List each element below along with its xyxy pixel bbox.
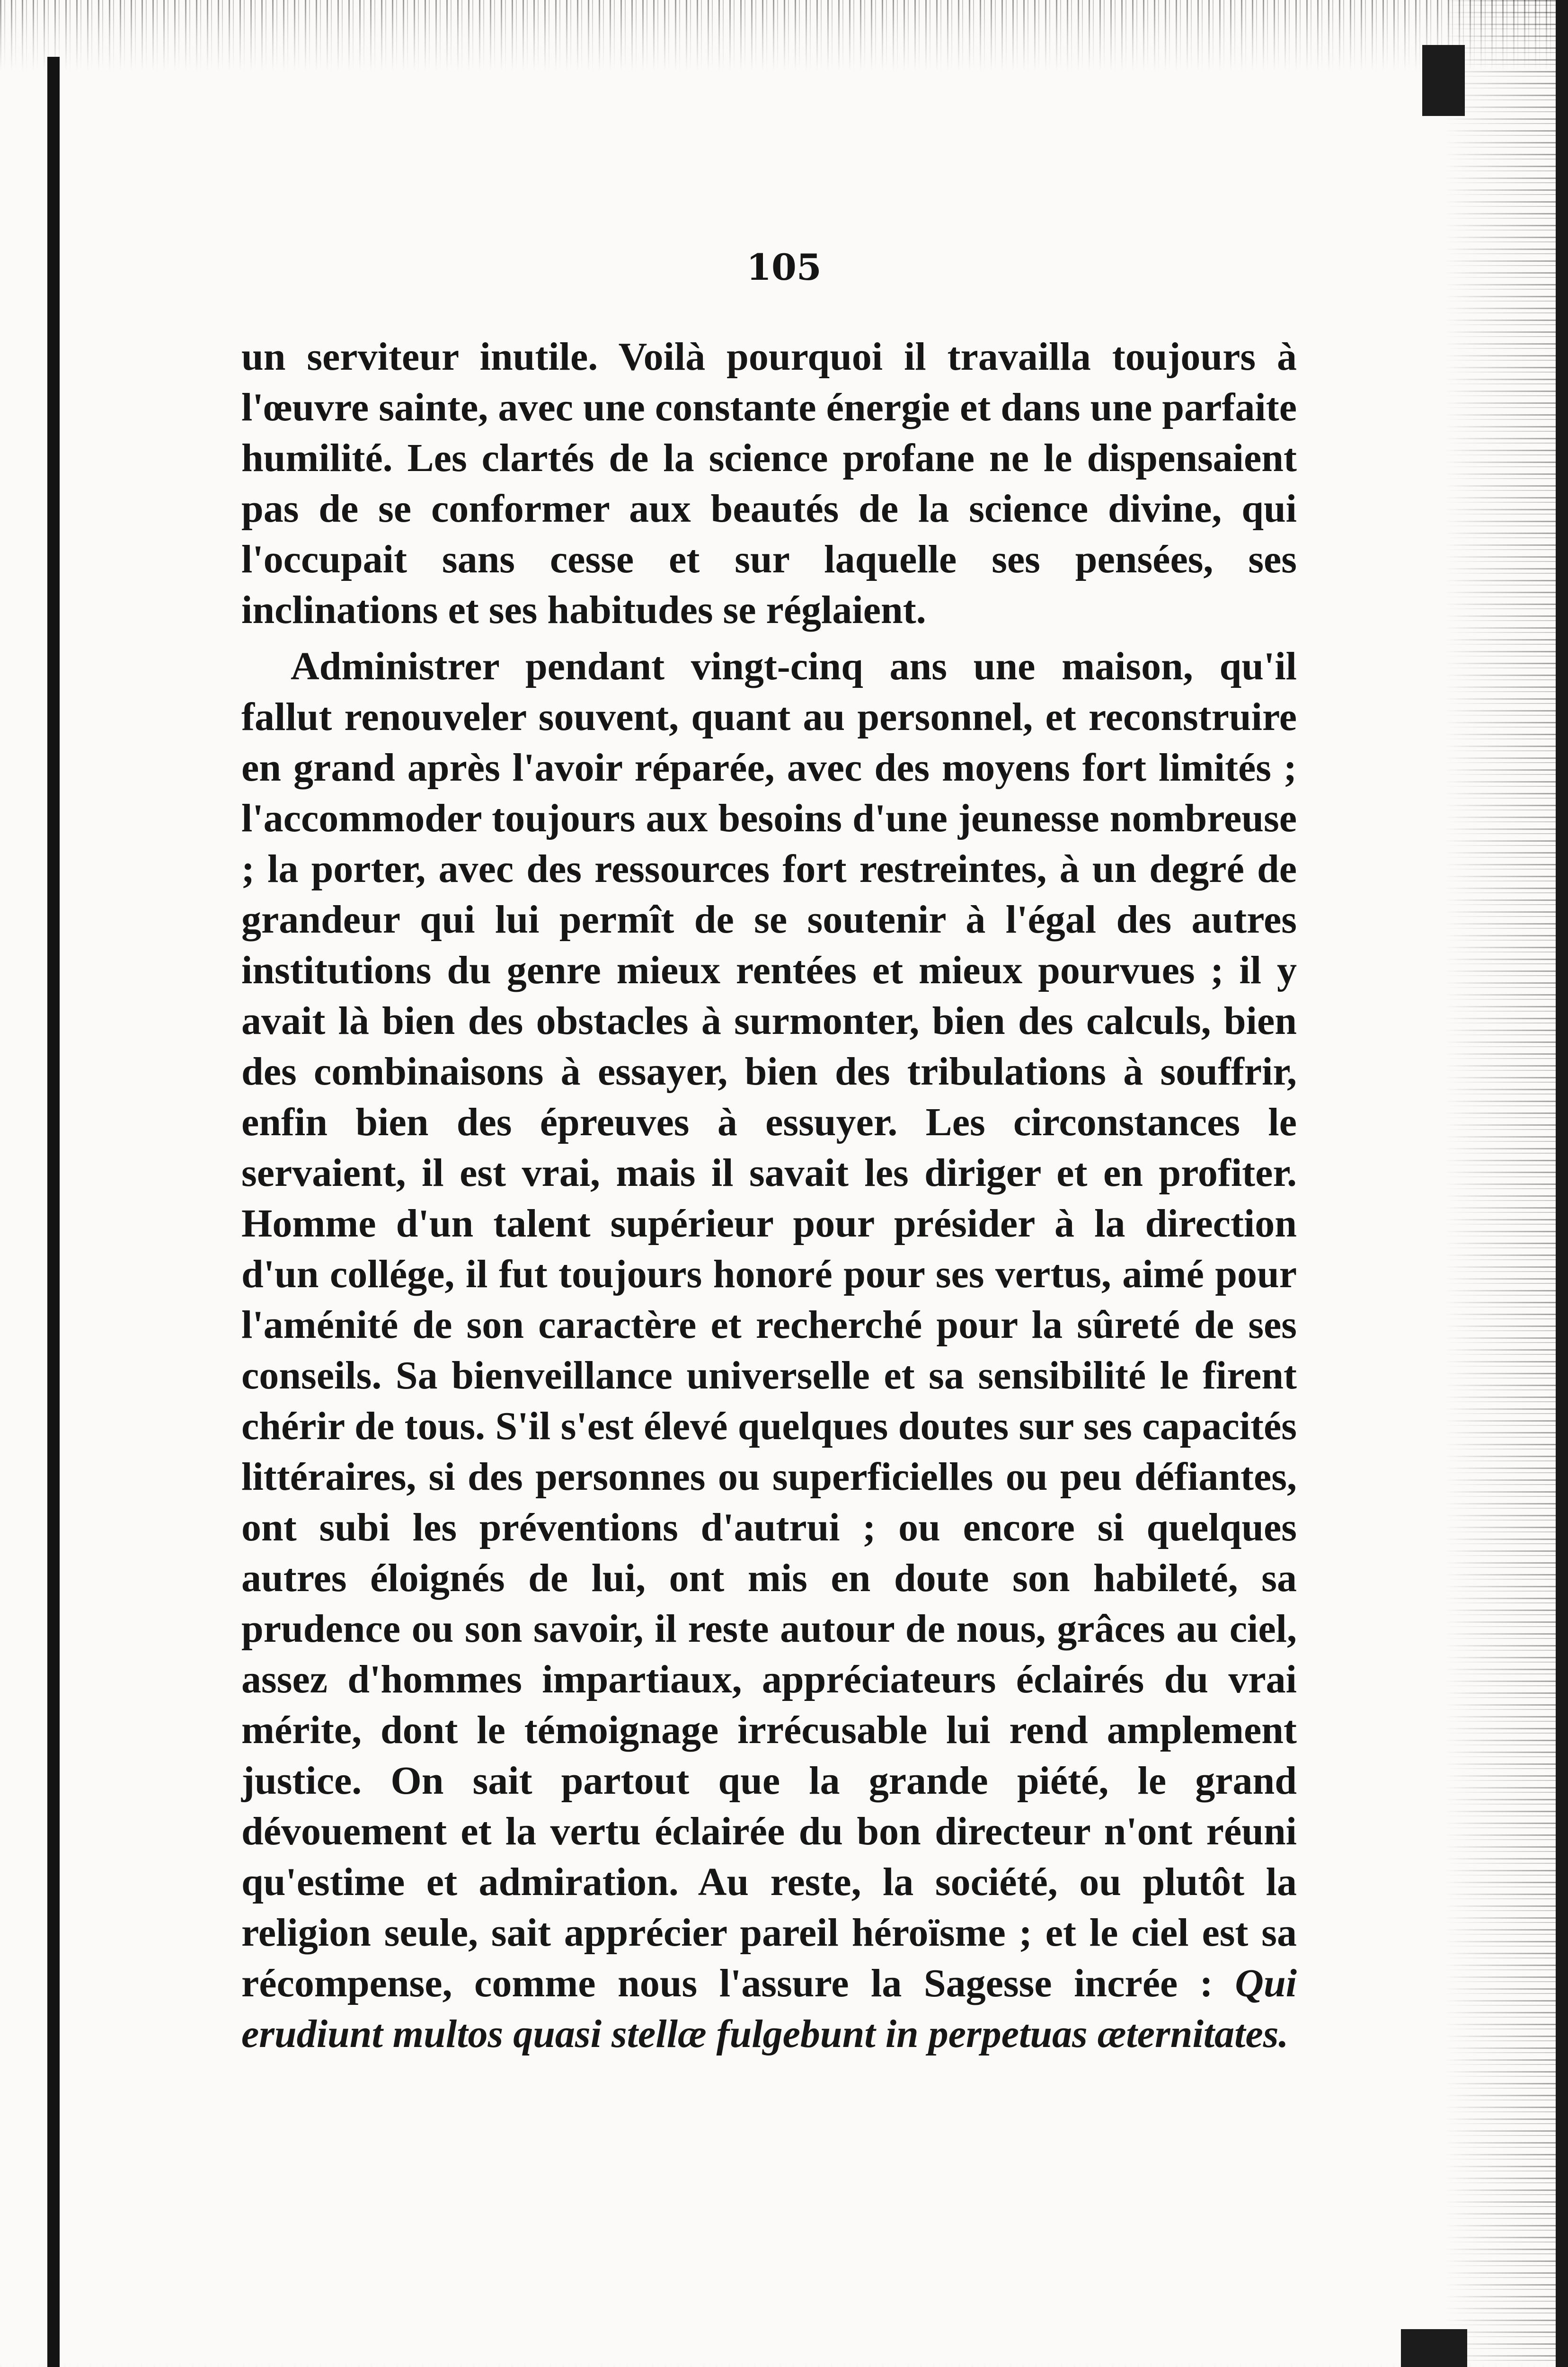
page-edge-right	[1556, 0, 1568, 2367]
body-text	[241, 331, 1297, 2059]
page-number: 105	[746, 246, 822, 288]
scan-noise-bottom	[0, 2362, 1568, 2367]
scan-noise-top	[0, 0, 1568, 71]
paragraph-2-text: Administrer pendant vingt-cinq ans une maison, qu'il fallut renouveler souvent, quant au personnel, et reconstruire en grand après l'avoir réparée, avec des moyens fort limités ; l'accommoder toujours aux besoins d'une jeunesse nombreuse ; la porter, avec des ressources fort restreintes, à un degré de grandeur qui lui permît de se soutenir à l'égal des autres institutions du genre mieux rentées et mieux pourvues ; il y avait là bien des obstacles à surmonter, bien des calculs, bien des combinaisons à essayer, bien des tribulations à souffrir, enfin bien des épreuves à essuyer. Les circonstances le servaient, il est vrai, mais il savait les diriger et en profiter. Homme d'un talent supérieur pour présider à la direction d'un collége, il fut toujours honoré pour ses vertus, aimé pour l'aménité de son caractère et recherché pour la sûreté de ses conseils. Sa bienveillance universelle et sa sensibilité le firent chérir de tous. S'il s'est élevé quelques doutes sur ses capacités littéraires, si des personnes ou superficielles ou peu défiantes, ont subi les préventions d'autrui ; ou encore si quelques autres éloignés de lui, ont mis en doute son habileté, sa prudence ou son savoir, il reste autour de nous, grâces au ciel, assez d'hommes impartiaux, appréciateurs éclairés du vrai mérite, dont le témoignage irrécusable lui rend amplement justice. On sait partout que la grande piété, le grand dévouement et la vertu éclairée du bon directeur n'ont réuni qu'estime et admiration. Au reste, la société, ou plutôt la religion seule, sait apprécier pareil héroïsme ; et le ciel est sa récompense, comme nous l'assure la Sagesse incrée :	[241, 644, 1297, 2005]
paragraph-1: un serviteur inutile. Voilà pourquoi il travailla toujours à l'œuvre sainte, avec une constante énergie et dans une parfaite humilité. Les clartés de la science profane ne le dispensaient pas de se conformer aux beautés de la science divine, qui l'occupait sans cesse et sur laquelle ses pensées, ses inclinations et ses habitudes se réglaient.	[241, 335, 1297, 632]
binding-edge	[47, 57, 60, 2367]
paragraph-2	[241, 641, 1297, 2059]
scan-shadow-bottom-right	[1401, 2329, 1467, 2367]
scan-noise-right	[1445, 0, 1568, 2367]
scan-shadow-top-right	[1422, 45, 1465, 116]
latin-quotation: Qui erudiunt multos quasi stellæ fulgebunt in perpetuas æternitates.	[241, 1961, 1297, 2056]
